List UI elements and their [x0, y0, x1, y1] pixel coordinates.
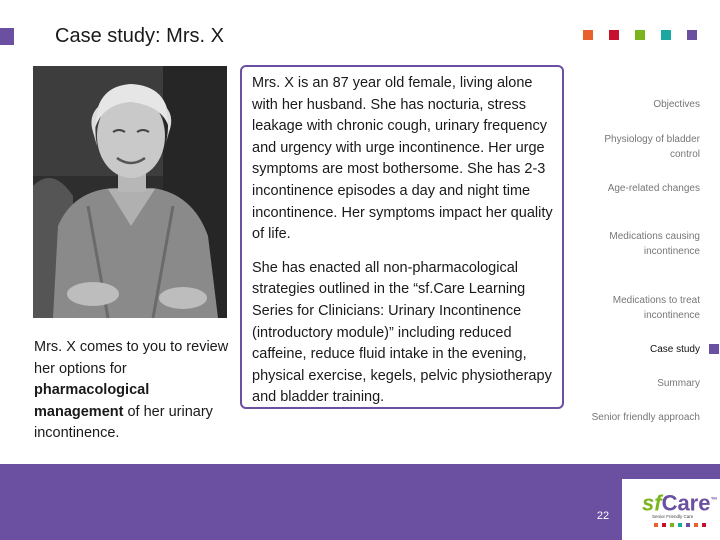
brand-dot	[583, 30, 593, 40]
patient-request-text	[34, 337, 234, 445]
slide-title: Case study: Mrs. X	[55, 25, 224, 47]
sfcare-logo	[622, 479, 720, 540]
nav-item-medications-treat[interactable]: Medications to treat incontinence	[612, 295, 700, 321]
brand-dot	[635, 30, 645, 40]
footer-bar	[0, 464, 720, 540]
patient-photo	[33, 66, 227, 318]
logo-dot	[702, 523, 706, 527]
logo-trademark: ™	[710, 497, 718, 504]
logo-dot	[686, 523, 690, 527]
logo-dots	[654, 523, 706, 527]
logo-wordmark	[642, 489, 717, 515]
case-description-box	[240, 65, 564, 409]
nav-item-summary[interactable]: Summary	[657, 378, 700, 389]
logo-dot	[670, 523, 674, 527]
brand-dot	[661, 30, 671, 40]
nav-item-physiology[interactable]: Physiology of bladder control	[604, 134, 700, 160]
logo-dot	[662, 523, 666, 527]
patient-photo-image	[33, 66, 227, 318]
logo-dot	[678, 523, 682, 527]
active-section-marker	[709, 344, 719, 354]
left-text-part2: of her urinary incontinence.	[34, 403, 213, 441]
logo-care: Care	[661, 490, 711, 516]
nav-item-age-related-changes[interactable]: Age-related changes	[607, 183, 700, 194]
logo-tagline: Senior Friendly Care	[652, 514, 694, 519]
nav-item-senior-friendly[interactable]: Senior friendly approach	[591, 412, 700, 423]
nav-item-medications-causing[interactable]: Medications causing incontinence	[609, 231, 700, 257]
logo-sf: sf	[642, 490, 662, 516]
page-number: 22	[596, 510, 610, 522]
logo-dot	[694, 523, 698, 527]
brand-dot	[687, 30, 697, 40]
left-text-bold: pharmacological management	[34, 382, 150, 420]
case-paragraph-1: Mrs. X is an 87 year old female, living alone with her husband. She has nocturia, stress leakage with chronic cough, urinary frequency and urgency with urge incontinence. Her urge symptoms are most bothersome. She has 2-3 incontinence episodes a day and night time incontinence. Her symptoms impact her quality of life.	[252, 75, 553, 243]
brand-color-dots	[583, 30, 697, 40]
left-text-part1: Mrs. X comes to you to review her options for	[34, 339, 229, 377]
nav-item-case-study[interactable]: Case study	[649, 344, 700, 355]
case-paragraph-2: She has enacted all non-pharmacological strategies outlined in the “sf.Care Learning Series for Clinicians: Urinary Incontinence (introductory module)” including reduced caffeine, reduce fluid intake in the evening, physical exercise, kegels, pelvic physiotherapy and bladder training.	[252, 259, 552, 406]
brand-dot	[609, 30, 619, 40]
logo-dot	[654, 523, 658, 527]
title-accent-marker	[0, 28, 14, 45]
nav-item-objectives[interactable]: Objectives	[653, 99, 700, 110]
